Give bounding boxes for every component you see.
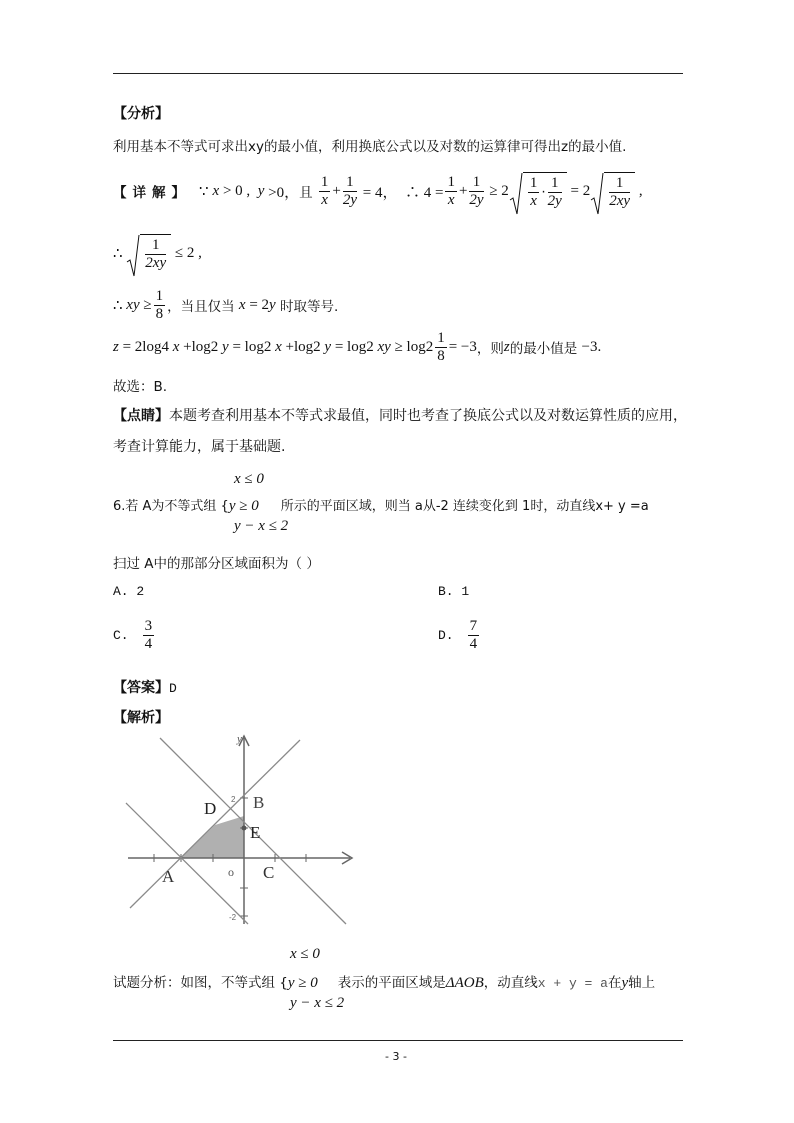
header-rule xyxy=(113,73,683,74)
line-y-minus-x-eq-2 xyxy=(130,740,300,908)
q6-prefix: 6.若 A为不等式组 { xyxy=(113,499,229,514)
label-tick-2: 2 xyxy=(231,795,236,804)
point-e-marker xyxy=(242,826,247,831)
solution-system-line-3: y − x ≤ 2 xyxy=(290,995,345,1011)
page-number: - 3 - xyxy=(385,1050,407,1063)
q6-system-line-2: y ≥ 0 xyxy=(228,498,259,514)
label-o: o xyxy=(228,865,234,879)
label-e: E xyxy=(250,823,261,842)
option-d xyxy=(438,618,481,653)
option-d-label: D. xyxy=(438,628,454,643)
label-tick-neg2: -2 xyxy=(229,913,237,922)
comment-text-1: 本题考查利用基本不等式求最值，同时也考查了换底公式以及对数运算性质的应用， xyxy=(169,408,687,424)
solution-system-line-1: x ≤ 0 xyxy=(290,946,320,962)
option-c-numerator: 3 xyxy=(144,618,153,634)
answer-choice: 故选：B. xyxy=(113,379,168,395)
comment-heading: 【点睛】 xyxy=(113,408,169,424)
solution-mid: 表示的平面区域是 xyxy=(337,975,446,991)
solution-mid2: ，动直线 xyxy=(483,975,538,991)
label-d: D xyxy=(204,799,217,818)
option-c-label: C. xyxy=(113,628,129,643)
solution-prefix: 试题分析：如图，不等式组 { xyxy=(113,975,288,991)
detail-heading: 【详解】 xyxy=(113,185,191,201)
detail-line-1: 【详解】 ∵ x > 0 , y >0， 且 $\frac{1}{x}$ + $\frac{1}{2y}$ = 4， ∴ 4 = $\frac{1}{x}$ + $\frac{1}{2y}$ ≥ 2 $\frac{1}{x}$ · $\frac{1}{2y}$ = 2 $\frac{1}{2xy}$ , xyxy=(113,166,643,216)
q6-line-1 xyxy=(113,495,649,515)
label-y-axis: y xyxy=(237,733,242,745)
solution-line-equation: x + y = a xyxy=(537,976,608,991)
label-b: B xyxy=(253,793,265,812)
answer-line xyxy=(113,677,177,697)
option-b: B. 1 xyxy=(438,584,470,599)
analysis-text: 利用基本不等式可求出xy的最小值，利用换底公式以及对数的运算律可得出z的最小值. xyxy=(113,139,627,155)
detail-line-3: ∴ xy ≥ $\frac{1}{8}$ ，当且仅当 x = 2 y 时取等号. xyxy=(113,287,339,322)
q6-system-line-3: y − x ≤ 2 xyxy=(234,518,289,534)
label-c: C xyxy=(263,863,275,882)
q6-system-line-1: x ≤ 0 xyxy=(234,471,264,487)
q6-line-2: 扫过 A中的那部分区域面积为（ ） xyxy=(113,556,320,572)
option-d-denominator: 4 xyxy=(469,636,478,652)
label-a: A xyxy=(162,867,175,886)
solution-heading: 【解析】 xyxy=(113,710,169,726)
solution-line xyxy=(113,971,655,992)
analysis-heading: 【分析】 xyxy=(113,106,169,122)
solution-mid3: 在 xyxy=(607,975,622,991)
comment-line-1 xyxy=(113,405,687,425)
option-a: A. 2 xyxy=(113,584,145,599)
answer-value: D xyxy=(169,681,177,696)
option-d-numerator: 7 xyxy=(469,618,478,634)
detail-line-2: ∴ $\frac{1}{2xy}$ ≤ 2 , xyxy=(113,230,202,276)
solution-axis: y xyxy=(621,975,629,991)
solution-triangle: ΔAOB xyxy=(445,975,484,991)
solution-system-line-2: y ≥ 0 xyxy=(287,975,318,991)
answer-heading: 【答案】 xyxy=(113,680,169,696)
comment-text-2: 考查计算能力，属于基础题. xyxy=(113,439,286,455)
solution-end: 轴上 xyxy=(628,975,656,991)
option-c xyxy=(113,618,156,653)
shaded-region xyxy=(181,816,244,858)
footer-rule xyxy=(113,1040,683,1041)
q6-suffix: 所示的平面区域，则当 a从-2 连续变化到 1时，动直线x+ y =a xyxy=(280,499,649,514)
region-figure xyxy=(120,728,360,928)
detail-line-4: z = 2log 4 x +log 2 y = log 2 x +log 2 y = log 2 xy ≥ log 2 $\frac{1}{8}$ = −3 ，则 z 的最小值是 −3. xyxy=(113,329,602,364)
option-c-denominator: 4 xyxy=(144,636,153,652)
